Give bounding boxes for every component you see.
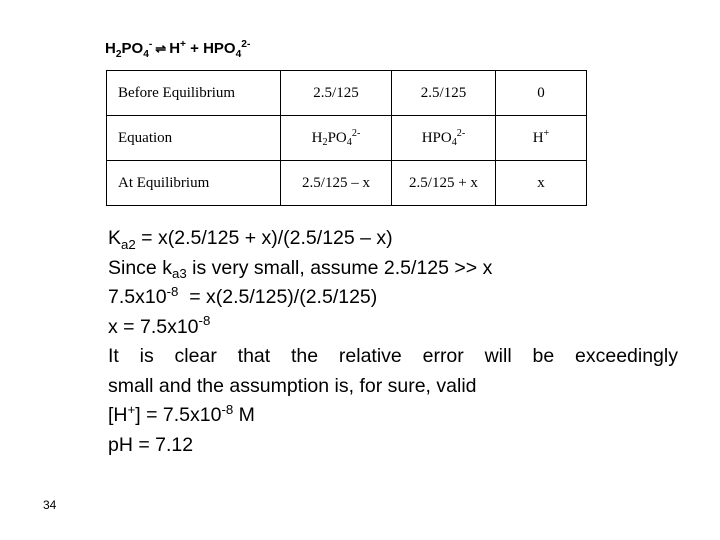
table-row-at-equilibrium (107, 161, 587, 206)
relative-error-line: It is clear that the relative error will be exceedingly (108, 345, 678, 367)
eq-product2-charge: 2- (456, 127, 466, 139)
substitution-exponent: -8 (166, 283, 179, 299)
product2-text: HPO (203, 40, 236, 57)
ph-result-line: pH = 7.12 (108, 433, 194, 456)
x-value-line (108, 313, 678, 343)
reactant-subscript-2: 4 (143, 48, 149, 60)
eq-product2-a: HPO (421, 129, 452, 146)
equilibrium-arrow-icon: ⇌ (155, 41, 167, 56)
assumption-line (108, 254, 678, 284)
reactant-charge: - (148, 39, 153, 51)
assumption-a: Since k (108, 256, 172, 279)
plus-sign: + (190, 40, 199, 57)
cell-at-eq-h-plus: x (496, 161, 587, 206)
equilibrium-reaction-header (105, 39, 251, 60)
row-label-before: Before Equilibrium (107, 71, 281, 116)
assumption-valid-line: small and the assumption is, for sure, valid (108, 374, 477, 397)
row-label-at-equilibrium: At Equilibrium (107, 161, 281, 206)
cell-before-product2: 2.5/125 (392, 71, 496, 116)
h-conc-unit: M (233, 404, 255, 426)
x-value-exponent: -8 (198, 313, 211, 329)
reactant-text-mid: PO (121, 40, 144, 57)
solution-notes (108, 224, 678, 460)
h-conc-charge: + (127, 401, 136, 417)
eq-h-text: H (532, 129, 544, 146)
h-conc-exponent: -8 (221, 401, 234, 417)
row-label-equation: Equation (107, 116, 281, 161)
ice-table (106, 70, 587, 206)
substitution-a: 7.5x10 (108, 286, 167, 308)
eq-h-charge: + (543, 127, 550, 139)
h-concentration-line (108, 401, 678, 431)
h-conc-b: ] = 7.5x10 (135, 404, 222, 426)
eq-reactant-sub2: 4 (346, 137, 352, 149)
cell-equation-product2 (392, 116, 496, 161)
x-value-a: x = 7.5x10 (108, 315, 199, 338)
product1-charge: + (180, 39, 186, 51)
h-conc-a: [H (108, 404, 128, 426)
table-row-equation (107, 116, 587, 161)
cell-at-eq-reactant: 2.5/125 – x (281, 161, 392, 206)
cell-before-reactant: 2.5/125 (281, 71, 392, 116)
table-row-before (107, 71, 587, 116)
cell-equation-reactant (281, 116, 392, 161)
reactant-text: H (105, 40, 116, 57)
product1-text: H (169, 40, 181, 57)
assumption-subscript: a3 (171, 266, 187, 282)
ka2-expression (108, 224, 678, 254)
eq-product2-sub: 4 (451, 137, 457, 149)
cell-equation-h-plus (496, 116, 587, 161)
page-number: 34 (43, 498, 57, 512)
eq-reactant-b: PO (327, 129, 347, 146)
cell-before-h-plus: 0 (496, 71, 587, 116)
cell-at-eq-product2: 2.5/125 + x (392, 161, 496, 206)
assumption-b: is very small, assume 2.5/125 >> x (186, 256, 493, 279)
reactant-subscript: 2 (115, 48, 122, 60)
substitution-b: = x(2.5/125)/(2.5/125) (178, 286, 378, 308)
eq-reactant-charge: 2- (351, 127, 361, 139)
product2-charge: 2- (241, 39, 251, 51)
eq-reactant-a: H (311, 129, 323, 146)
ka2-k: K (108, 227, 122, 249)
eq-reactant-sub1: 2 (322, 137, 328, 149)
ka2-rest: = x(2.5/125 + x)/(2.5/125 – x) (135, 227, 393, 249)
substitution-line (108, 283, 678, 313)
product2-subscript: 4 (235, 48, 242, 60)
ka2-subscript: a2 (121, 236, 136, 252)
